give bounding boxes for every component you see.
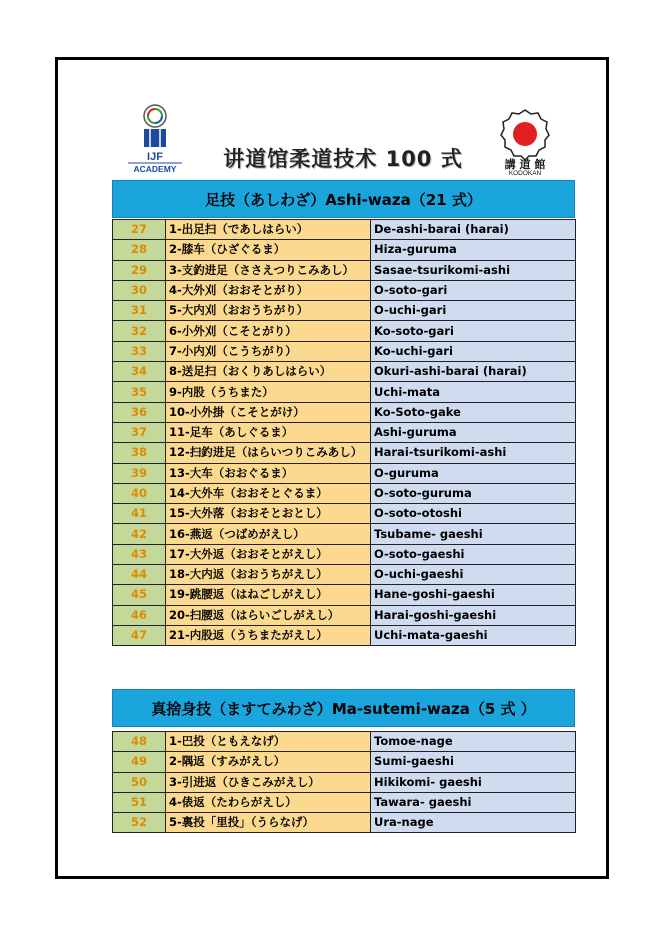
svg-text:IJF: IJF [147, 151, 163, 163]
table-row [113, 240, 576, 260]
technique-japanese-name: 10-小外掛（こそとがけ） [166, 402, 371, 422]
table-row [113, 463, 576, 483]
technique-number: 48 [113, 732, 166, 752]
technique-japanese-name: 17-大外返（おおそとがえし） [166, 544, 371, 564]
technique-romaji-name: Ko-uchi-gari [371, 341, 576, 361]
technique-romaji-name: Hiza-guruma [371, 240, 576, 260]
technique-japanese-name: 15-大外落（おおそとおとし） [166, 504, 371, 524]
technique-japanese-name: 5-裏投「里投」（うらなげ） [166, 813, 371, 833]
technique-number: 37 [113, 422, 166, 442]
table-row [113, 362, 576, 382]
technique-japanese-name: 14-大外车（おおそとぐるま） [166, 483, 371, 503]
technique-romaji-name: Uchi-mata [371, 382, 576, 402]
technique-romaji-name: Tawara- gaeshi [371, 792, 576, 812]
technique-romaji-name: Ashi-guruma [371, 422, 576, 442]
technique-romaji-name: O-soto-otoshi [371, 504, 576, 524]
technique-japanese-name: 5-大内刈（おおうちがり） [166, 301, 371, 321]
table-row [113, 443, 576, 463]
technique-number: 44 [113, 565, 166, 585]
svg-text:講 道 館: 講 道 館 [504, 158, 546, 171]
table-row [113, 544, 576, 564]
technique-japanese-name: 1-巴投（ともえなげ） [166, 732, 371, 752]
technique-romaji-name: O-guruma [371, 463, 576, 483]
technique-number: 27 [113, 220, 166, 240]
technique-number: 34 [113, 362, 166, 382]
technique-japanese-name: 3-引进返（ひきこみがえし） [166, 772, 371, 792]
technique-romaji-name: O-uchi-gari [371, 301, 576, 321]
table-row [113, 260, 576, 280]
table-row [113, 585, 576, 605]
kodokan-logo [492, 108, 558, 176]
table-row [113, 625, 576, 645]
ijf-academy-logo [124, 103, 186, 175]
technique-number: 50 [113, 772, 166, 792]
technique-number: 33 [113, 341, 166, 361]
technique-romaji-name: Harai-goshi-gaeshi [371, 605, 576, 625]
table-row [113, 813, 576, 833]
technique-japanese-name: 13-大车（おおぐるま） [166, 463, 371, 483]
technique-japanese-name: 4-俵返（たわらがえし） [166, 792, 371, 812]
technique-japanese-name: 16-燕返（つばめがえし） [166, 524, 371, 544]
table-row [113, 732, 576, 752]
svg-text:ACADEMY: ACADEMY [133, 164, 177, 174]
table-row [113, 772, 576, 792]
ma-sutemi-waza-heading: 真捨身技（ますてみわざ）Ma-sutemi-waza（5 式 ） [112, 689, 575, 727]
technique-romaji-name: O-soto-guruma [371, 483, 576, 503]
technique-romaji-name: Ko-soto-gari [371, 321, 576, 341]
table-row [113, 565, 576, 585]
technique-number: 52 [113, 813, 166, 833]
technique-number: 29 [113, 260, 166, 280]
technique-japanese-name: 21-内股返（うちまたがえし） [166, 625, 371, 645]
technique-number: 51 [113, 792, 166, 812]
table-row [113, 382, 576, 402]
technique-number: 28 [113, 240, 166, 260]
technique-japanese-name: 1-出足扫（であしはらい） [166, 220, 371, 240]
table-row [113, 752, 576, 772]
technique-number: 35 [113, 382, 166, 402]
technique-romaji-name: Tomoe-nage [371, 732, 576, 752]
technique-japanese-name: 20-扫腰返（はらいごしがえし） [166, 605, 371, 625]
technique-japanese-name: 2-隅返（すみがえし） [166, 752, 371, 772]
technique-japanese-name: 11-足车（あしぐるま） [166, 422, 371, 442]
svg-text:KODOKAN: KODOKAN [508, 170, 542, 176]
technique-romaji-name: Tsubame- gaeshi [371, 524, 576, 544]
technique-number: 30 [113, 280, 166, 300]
ashi-waza-heading: 足技（あしわざ）Ashi-waza（21 式） [112, 180, 575, 218]
table-row [113, 792, 576, 812]
technique-number: 42 [113, 524, 166, 544]
technique-japanese-name: 9-内股（うちまた） [166, 382, 371, 402]
technique-japanese-name: 19-跳腰返（はねごしがえし） [166, 585, 371, 605]
table-row [113, 422, 576, 442]
technique-number: 47 [113, 625, 166, 645]
technique-number: 41 [113, 504, 166, 524]
table-row [113, 483, 576, 503]
table-row [113, 321, 576, 341]
table-row [113, 504, 576, 524]
technique-japanese-name: 18-大内返（おおうちがえし） [166, 565, 371, 585]
table-row [113, 605, 576, 625]
technique-romaji-name: Hikikomi- gaeshi [371, 772, 576, 792]
technique-romaji-name: De-ashi-barai (harai) [371, 220, 576, 240]
technique-number: 31 [113, 301, 166, 321]
technique-romaji-name: O-soto-gari [371, 280, 576, 300]
table-row [113, 301, 576, 321]
technique-romaji-name: Ura-nage [371, 813, 576, 833]
technique-number: 49 [113, 752, 166, 772]
technique-romaji-name: Uchi-mata-gaeshi [371, 625, 576, 645]
technique-romaji-name: Harai-tsurikomi-ashi [371, 443, 576, 463]
technique-japanese-name: 7-小内刈（こうちがり） [166, 341, 371, 361]
technique-romaji-name: Sasae-tsurikomi-ashi [371, 260, 576, 280]
technique-japanese-name: 12-扫釣进足（はらいつりこみあし） [166, 443, 371, 463]
table-row [113, 280, 576, 300]
technique-number: 36 [113, 402, 166, 422]
page-title: 讲道馆柔道技术 100 式 [223, 147, 463, 171]
technique-romaji-name: O-uchi-gaeshi [371, 565, 576, 585]
technique-number: 39 [113, 463, 166, 483]
technique-number: 38 [113, 443, 166, 463]
technique-number: 32 [113, 321, 166, 341]
technique-number: 45 [113, 585, 166, 605]
technique-number: 46 [113, 605, 166, 625]
technique-number: 43 [113, 544, 166, 564]
technique-romaji-name: O-soto-gaeshi [371, 544, 576, 564]
technique-romaji-name: Okuri-ashi-barai (harai) [371, 362, 576, 382]
technique-japanese-name: 2-膝车（ひざぐるま） [166, 240, 371, 260]
table-row [113, 402, 576, 422]
technique-romaji-name: Hane-goshi-gaeshi [371, 585, 576, 605]
technique-japanese-name: 8-送足扫（おくりあしはらい） [166, 362, 371, 382]
technique-number: 40 [113, 483, 166, 503]
technique-romaji-name: Ko-Soto-gake [371, 402, 576, 422]
technique-romaji-name: Sumi-gaeshi [371, 752, 576, 772]
technique-japanese-name: 4-大外刈（おおそとがり） [166, 280, 371, 300]
table-row [113, 524, 576, 544]
technique-japanese-name: 6-小外刈（こそとがり） [166, 321, 371, 341]
ashi-waza-table [112, 219, 576, 646]
table-row [113, 341, 576, 361]
technique-japanese-name: 3-支釣进足（ささえつりこみあし） [166, 260, 371, 280]
ma-sutemi-waza-table [112, 731, 576, 833]
table-row [113, 220, 576, 240]
